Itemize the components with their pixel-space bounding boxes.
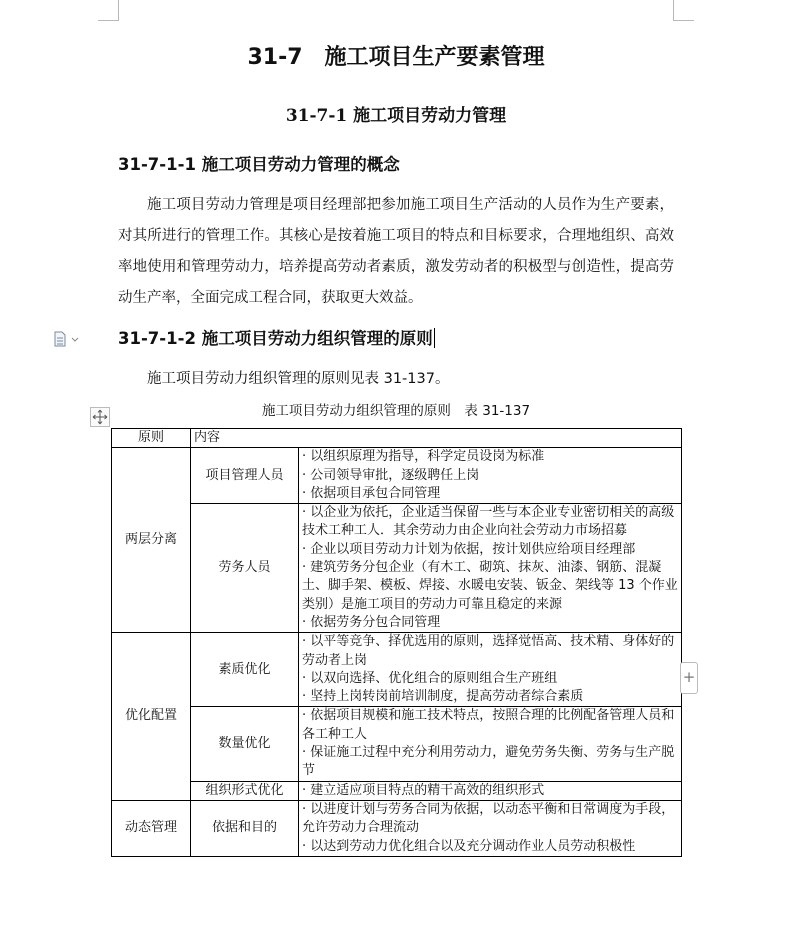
content-item: · 以双向选择、优化组合的原则组合生产班组 (302, 670, 558, 686)
content-item: · 以达到劳动力优化组合以及充分调动作业人员劳动积极性 (302, 838, 636, 854)
content-cell (299, 448, 682, 504)
document-icon[interactable] (53, 331, 79, 347)
content-item: · 依据项目规模和施工技术特点，按照合理的比例配备管理人员和各工种工人 (302, 708, 675, 742)
crop-mark-top-left (98, 0, 119, 21)
content-cell (299, 504, 682, 633)
category-cell: 劳务人员 (191, 504, 299, 633)
content-item: · 建筑劳务分包企业（有木工、砌筑、抹灰、油漆、钢筋、混凝土、脚手架、模板、焊接、水暖电安装、钣金、架线等 13 个作业类别）是施工项目的劳动力可靠且稳定的来源 (302, 560, 678, 612)
content-item: · 公司领导审批，逐级聘任上岗 (302, 467, 480, 483)
content-item: · 以组织原理为指导，科学定员设岗为标准 (302, 449, 545, 465)
table-row (112, 448, 682, 504)
category-cell: 数量优化 (191, 707, 299, 781)
category-cell: 依据和目的 (191, 800, 299, 856)
subsection-heading-principles-text: 31-7-1-2 施工项目劳动力组织管理的原则 (118, 329, 433, 348)
category-cell: 项目管理人员 (191, 448, 299, 504)
crop-mark-top-right (673, 0, 694, 21)
principle-cell: 动态管理 (112, 800, 191, 856)
content-cell (299, 800, 682, 856)
table-row (112, 800, 682, 856)
principle-cell: 两层分离 (112, 448, 191, 633)
table-reference-paragraph: 施工项目劳动力组织管理的原则见表 31-137。 (147, 371, 450, 387)
table-move-handle-icon[interactable] (90, 407, 110, 427)
content-cell (299, 781, 682, 800)
table-row (112, 633, 682, 707)
content-item: · 保证施工过程中充分利用劳动力，避免劳务失衡、劳务与生产脱节 (302, 745, 675, 779)
table-header-row (112, 429, 682, 448)
content-item: · 企业以项目劳动力计划为依据，按计划供应给项目经理部 (302, 541, 636, 557)
content-cell (299, 633, 682, 707)
content-item: · 依据劳务分包合同管理 (302, 614, 441, 630)
subsection-heading-concept: 31-7-1-1 施工项目劳动力管理的概念 (118, 155, 400, 174)
category-cell: 素质优化 (191, 633, 299, 707)
header-principle: 原则 (112, 429, 191, 448)
content-item: · 坚持上岗转岗前培训制度，提高劳动者综合素质 (302, 689, 584, 705)
content-item: · 依据项目承包合同管理 (302, 485, 441, 501)
principle-cell: 优化配置 (112, 633, 191, 801)
table-row (112, 707, 682, 781)
chapter-heading: 31-7 施工项目生产要素管理 (247, 45, 545, 70)
content-item: · 以企业为依托，企业适当保留一些与本企业专业密切相关的高级技术工种工人．其余劳动力由企业向社会劳动力市场招募 (302, 505, 675, 539)
table-caption: 施工项目劳动力组织管理的原则 表 31-137 (261, 403, 531, 419)
principles-table (111, 428, 682, 857)
section-heading: 31-7-1 施工项目劳动力管理 (285, 106, 507, 126)
content-item: · 以平等竞争、择优选用的原则，选择觉悟高、技术精、身体好的劳动者上岗 (302, 634, 675, 668)
subsection-heading-principles (118, 326, 435, 352)
add-row-plus-icon[interactable]: + (680, 662, 698, 694)
category-cell: 组织形式优化 (191, 781, 299, 800)
header-content: 内容 (191, 429, 682, 448)
concept-paragraph: 施工项目劳动力管理是项目经理部把参加施工项目生产活动的人员作为生产要素，对其所进行的管理工作。其核心是按着施工项目的特点和目标要求，合理地组织、高效率地使用和管理劳动力，培养提高劳动者素质，激发劳动者的积极型与创造性，提高劳动生产率，全面完成工程合同，获取更大效益。 (118, 197, 674, 306)
content-item: · 建立适应项目特点的精干高效的组织形式 (302, 782, 545, 798)
content-cell (299, 707, 682, 781)
content-item: · 以进度计划与劳务合同为依据，以动态平衡和日常调度为手段，允许劳动力合理流动 (302, 801, 675, 836)
table-row (112, 781, 682, 800)
text-cursor (434, 328, 436, 348)
table-row (112, 504, 682, 633)
